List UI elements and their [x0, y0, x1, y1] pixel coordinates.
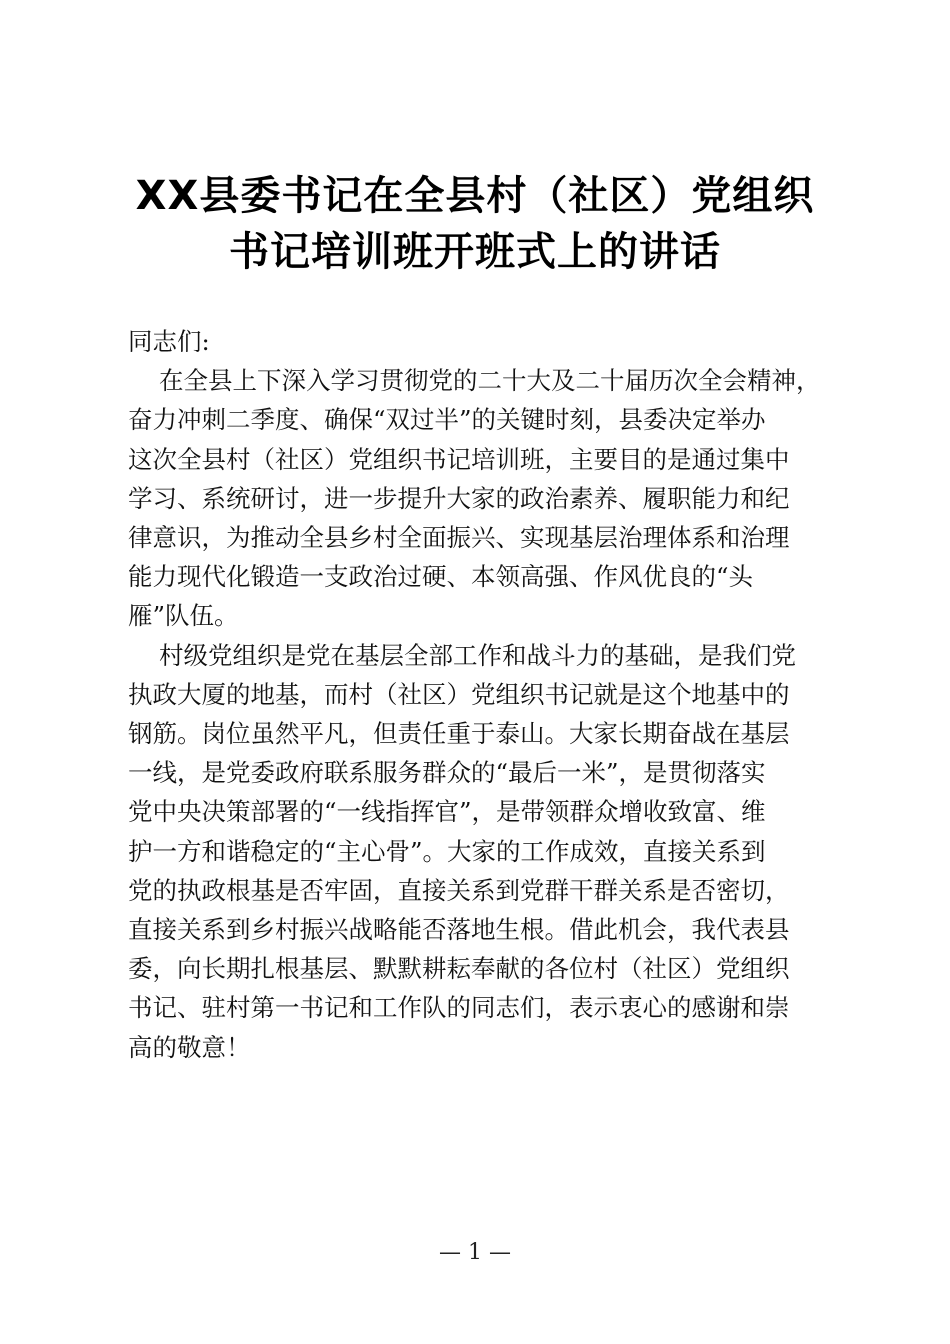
document-body [128, 322, 828, 1067]
paragraph-line: 执政大厦的地基，而村（社区）党组织书记就是这个地基中的 [128, 679, 790, 709]
paragraph-line: 党中央决策部署的“一线指挥官”，是带领群众增收致富、维 [128, 797, 766, 827]
paragraph-line: 律意识，为推动全县乡村全面振兴、实现基层治理体系和治理 [128, 523, 790, 553]
paragraph-line: 雁”队伍。 [128, 601, 239, 631]
document-title [0, 168, 950, 280]
paragraph-line: 护一方和谐稳定的“主心骨”。大家的工作成效，直接关系到 [128, 836, 766, 866]
paragraph-line: 书记、驻村第一书记和工作队的同志们，表示衷心的感谢和崇 [128, 993, 790, 1023]
paragraph-line: 党的执政根基是否牢固，直接关系到党群干群关系是否密切， [128, 875, 790, 905]
paragraph-1 [128, 361, 828, 635]
paragraph-2 [128, 636, 828, 1067]
title-line-2: 书记培训班开班式上的讲话 [229, 229, 721, 275]
paragraph-line: 奋力冲刺二季度、确保“双过半”的关键时刻，县委决定举办 [128, 405, 766, 435]
paragraph-line: 高的敬意！ [128, 1032, 251, 1062]
paragraph-line: 一线，是党委政府联系服务群众的“最后一米”，是贯彻落实 [128, 758, 766, 788]
paragraph-line: 直接关系到乡村振兴战略能否落地生根。借此机会，我代表县 [128, 915, 790, 945]
salutation: 同志们: [128, 327, 210, 356]
paragraph-line: 委，向长期扎根基层、默默耕耘奉献的各位村（社区）党组织 [128, 954, 790, 984]
page-number: — 1 — [439, 1240, 511, 1265]
paragraph-line: 村级党组织是党在基层全部工作和战斗力的基础，是我们党 [159, 640, 796, 670]
paragraph-line: 这次全县村（社区）党组织书记培训班，主要目的是通过集中 [128, 444, 790, 474]
paragraph-line: 在全县上下深入学习贯彻党的二十大及二十届历次全会精神， [159, 366, 821, 396]
paragraph-line: 学习、系统研讨，进一步提升大家的政治素养、履职能力和纪 [128, 483, 790, 513]
paragraph-line: 钢筋。岗位虽然平凡，但责任重于泰山。大家长期奋战在基层 [128, 719, 790, 749]
title-line-1: XX县委书记在全县村（社区）党组织 [135, 173, 815, 219]
paragraph-line: 能力现代化锻造一支政治过硬、本领高强、作风优良的“头 [128, 562, 754, 592]
